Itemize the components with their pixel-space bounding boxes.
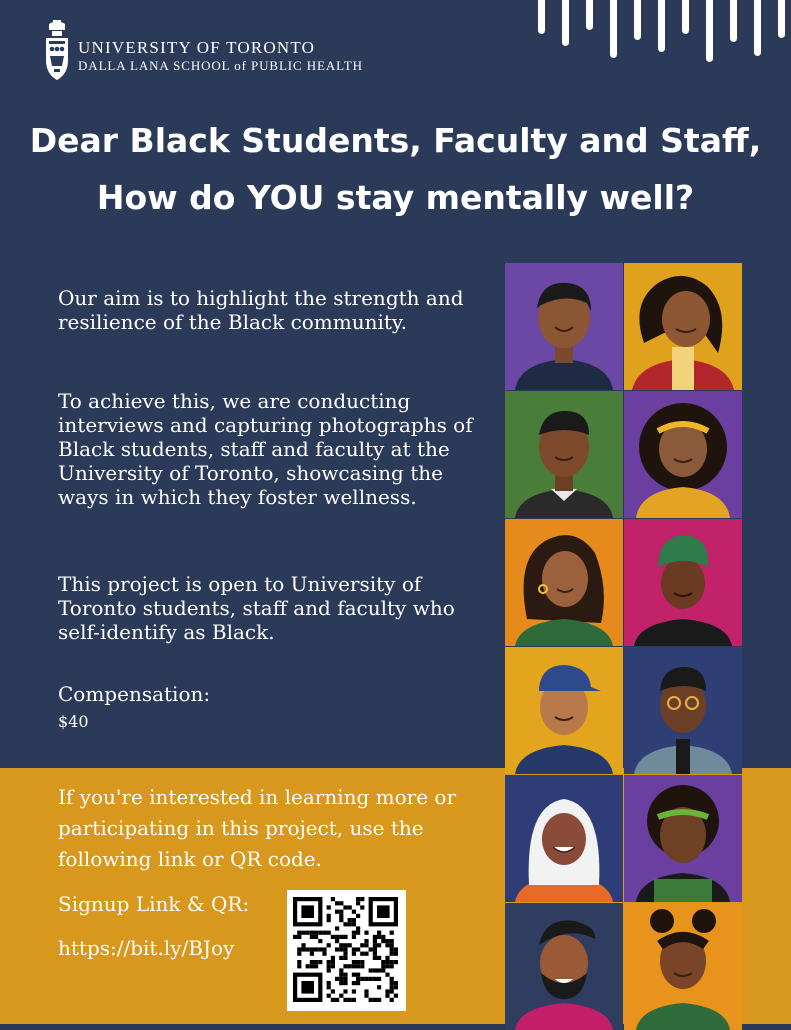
portrait-5 [505, 519, 623, 646]
portrait-8 [624, 647, 742, 774]
compensation-value: $40 [58, 712, 89, 731]
portrait-grid [505, 263, 742, 1024]
portrait-4 [624, 391, 742, 518]
cta-paragraph: If you're interested in learning more or participating in this project, use the following link or QR code. [58, 785, 457, 871]
portrait-10 [624, 775, 742, 902]
aim-paragraph: Our aim is to highlight the strength and resilience of the Black community. [58, 286, 464, 334]
compensation-label: Compensation: [58, 682, 211, 706]
university-logo [44, 20, 363, 84]
portrait-2 [624, 263, 742, 390]
method-paragraph: To achieve this, we are conducting interviews and capturing photographs of Black students, staff and faculty at the University of Toronto, showcasing the ways in which they foster wellness. [58, 389, 473, 509]
portrait-7 [505, 647, 623, 774]
portrait-11 [505, 903, 623, 1030]
signup-label: Signup Link & QR: [58, 892, 250, 916]
university-name: UNIVERSITY OF TORONTO [78, 38, 316, 57]
portrait-3 [505, 391, 623, 518]
portrait-12 [624, 903, 742, 1030]
headline-line-2: How do YOU stay mentally well? [96, 178, 695, 217]
headline [0, 112, 791, 226]
portrait-9 [505, 775, 623, 902]
university-crest-icon [44, 20, 70, 84]
signup-link[interactable]: https://bit.ly/BJoy [58, 936, 235, 960]
qr-code-icon [287, 890, 406, 1011]
school-name: DALLA LANA SCHOOL of PUBLIC HEALTH [78, 58, 363, 73]
qr-code[interactable] [287, 890, 406, 1011]
decorative-stripes [530, 0, 791, 70]
portrait-1 [505, 263, 623, 390]
portrait-6 [624, 519, 742, 646]
eligibility-paragraph: This project is open to University of Toronto students, staff and faculty who self-identify as Black. [58, 572, 455, 644]
headline-line-1: Dear Black Students, Faculty and Staff, [29, 121, 762, 160]
